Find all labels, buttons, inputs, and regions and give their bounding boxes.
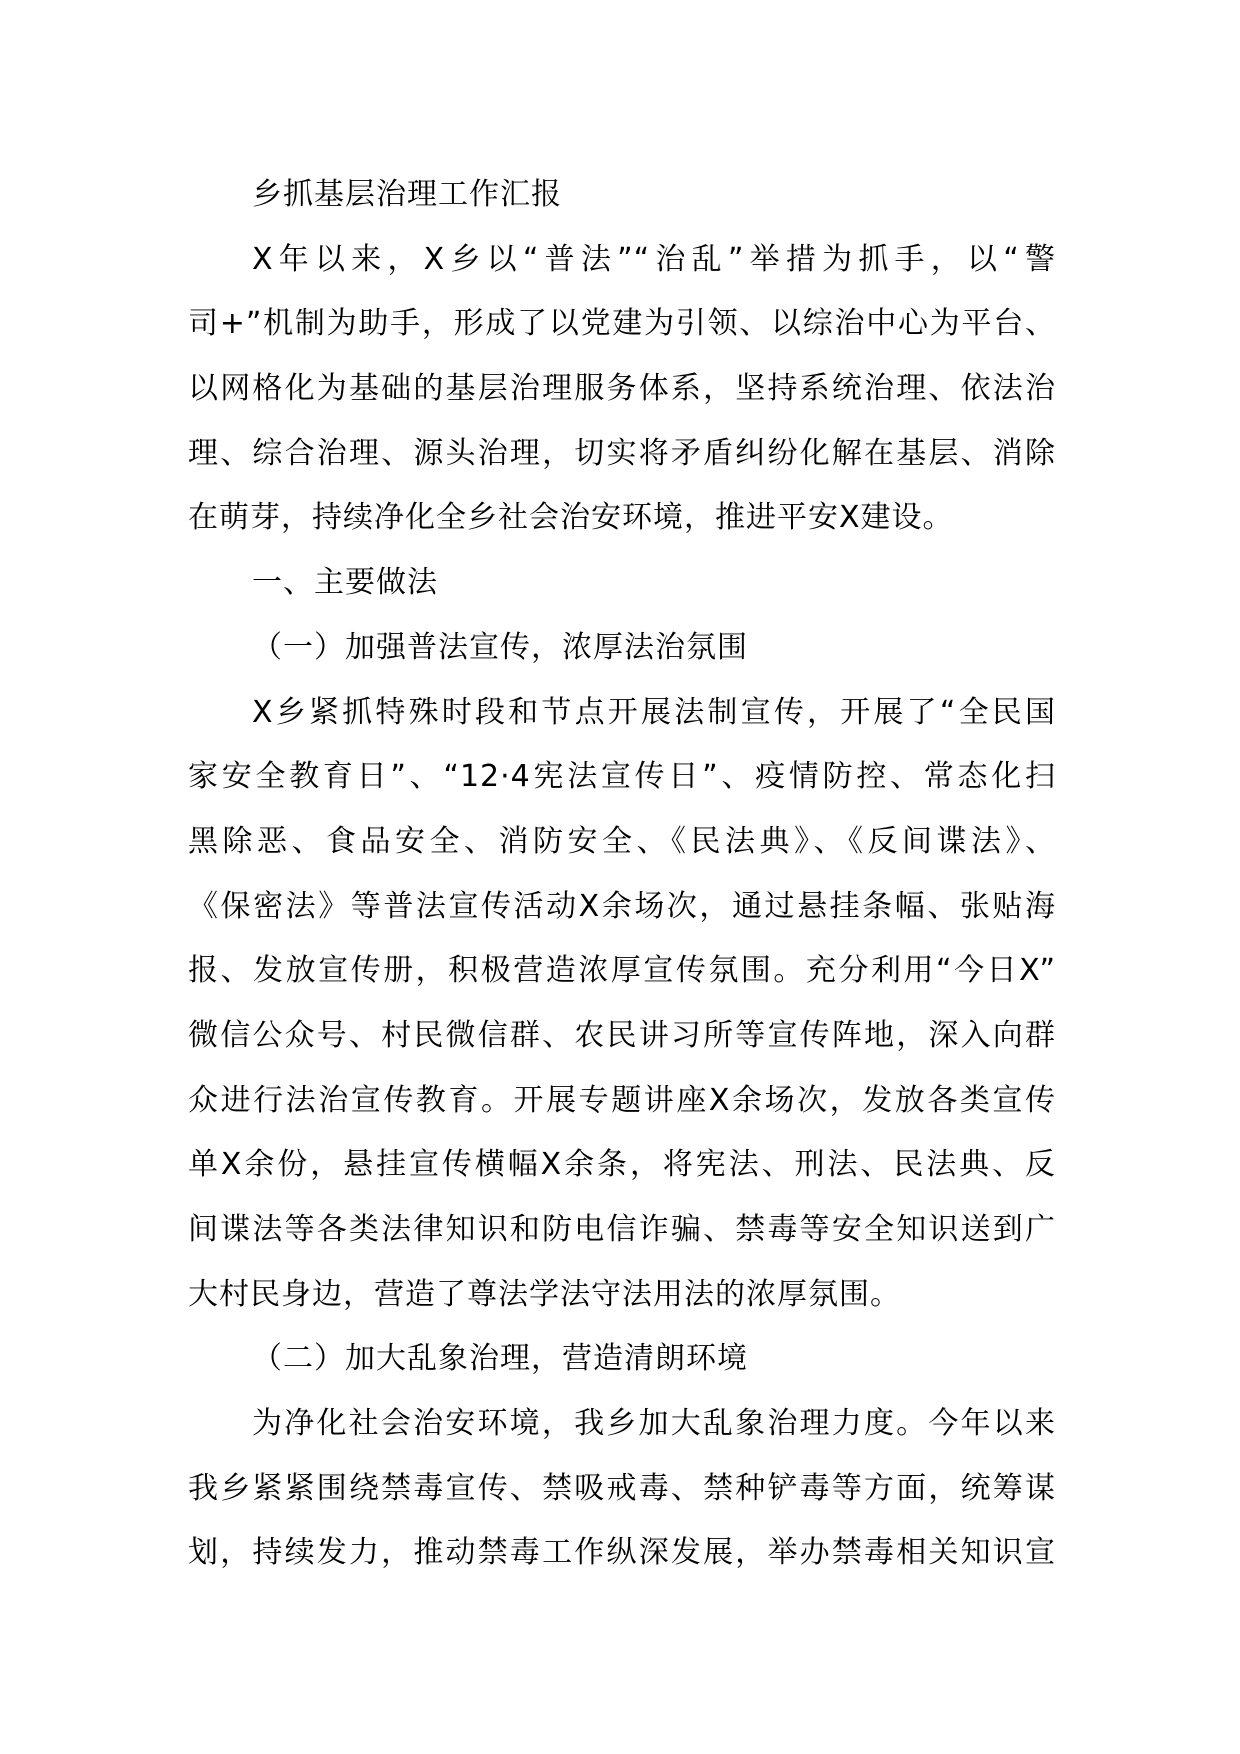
paragraph-line: 众进行法治宣传教育。开展专题讲座X余场次，发放各类宣传 (188, 1082, 1056, 1118)
paragraph-line: X乡紧抓特殊时段和节点开展法制宣传，开展了“全民国 (252, 694, 1056, 730)
paragraph-line: 黑除恶、食品安全、消防安全、《民法典》、《反间谍法》、 (188, 823, 1056, 859)
paragraph-line: 划，持续发力，推动禁毒工作纵深发展，举办禁毒相关知识宣 (188, 1535, 1056, 1571)
subsection-heading: （二）加大乱象治理，营造清朗环境 (252, 1341, 748, 1377)
paragraph-line: 报、发放宣传册，积极营造浓厚宣传氛围。充分利用“今日X” (188, 953, 1056, 989)
subsection-1-paragraph (188, 681, 1056, 1328)
paragraph-line: 在萌芽，持续净化全乡社会治安环境，推进平安X建设。 (188, 500, 954, 536)
paragraph-line: 我乡紧紧围绕禁毒宣传、禁吸戒毒、禁种铲毒等方面，统筹谋 (188, 1470, 1056, 1506)
paragraph-line: 微信公众号、村民微信群、农民讲习所等宣传阵地，深入向群 (188, 1017, 1056, 1053)
paragraph-line: 间谍法等各类法律知识和防电信诈骗、禁毒等安全知识送到广 (188, 1212, 1056, 1247)
subsection-heading: （一）加强普法宣传，浓厚法治氛围 (252, 629, 748, 665)
paragraph-line: 《保密法》等普法宣传活动X余场次，通过悬挂条幅、张贴海 (188, 888, 1056, 924)
paragraph-line: 家安全教育日”、“12·4宪法宣传日”、疫情防控、常态化扫 (188, 759, 1056, 795)
section-heading: 一、主要做法 (252, 565, 438, 601)
paragraph-line: 为净化社会治安环境，我乡加大乱象治理力度。今年以来 (252, 1406, 1056, 1442)
paragraph-line: 理、综合治理、源头治理，切实将矛盾纠纷化解在基层、消除 (188, 435, 1056, 471)
paragraph-line: 大村民身边，营造了尊法学法守法用法的浓厚氛围。 (188, 1276, 901, 1312)
paragraph-line: 司+”机制为助手，形成了以党建为引领、以综治中心为平台、 (188, 306, 1056, 342)
paragraph-line: 以网格化为基础的基层治理服务体系，坚持系统治理、依法治 (188, 371, 1056, 407)
document-page (188, 163, 1056, 1586)
intro-paragraph (188, 228, 1056, 551)
paragraph-line: X年以来，X乡以“普法”“治乱”举措为抓手，以“警 (252, 241, 1056, 277)
subsection-2-paragraph (188, 1392, 1056, 1586)
paragraph-line: 单X余份，悬挂宣传横幅X余条，将宪法、刑法、民法典、反 (188, 1147, 1056, 1183)
document-title: 乡抓基层治理工作汇报 (252, 177, 562, 212)
